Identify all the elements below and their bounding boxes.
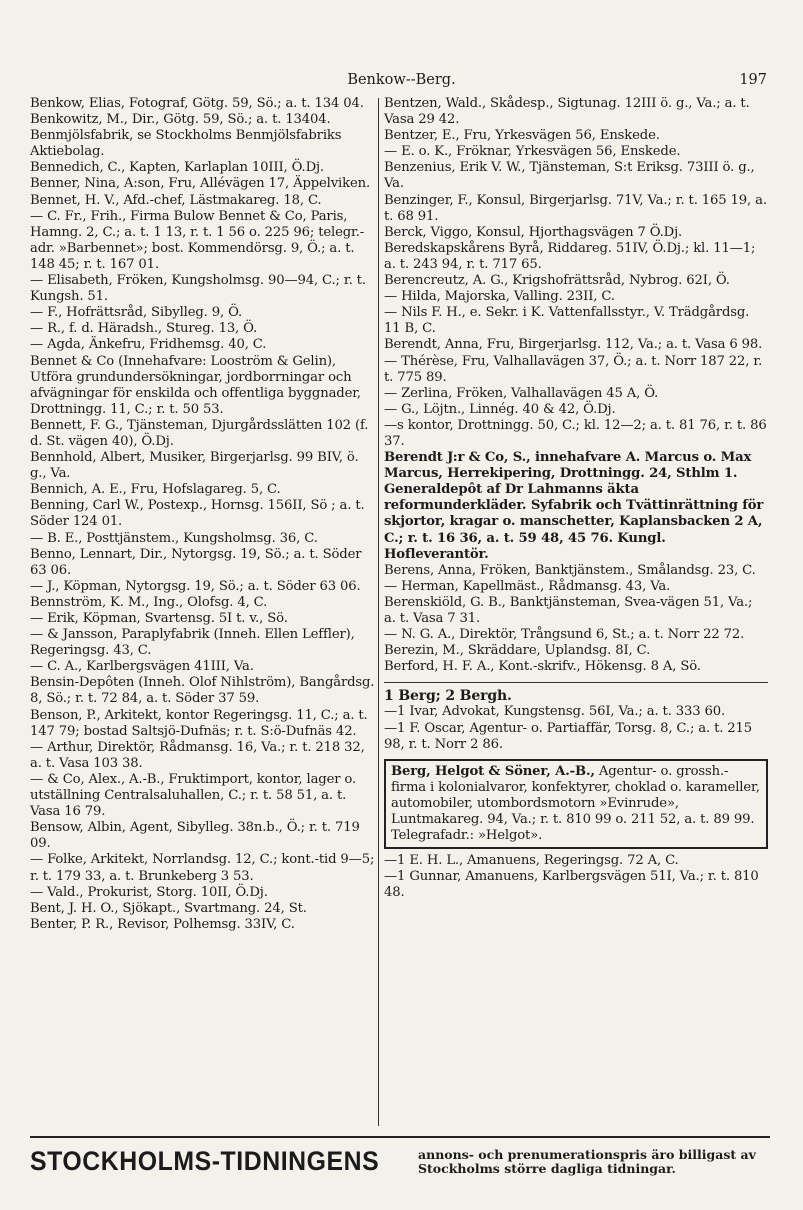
right-entries-bottom-a xyxy=(384,704,768,752)
directory-entry: Bennet, H. V., Afd.-chef, Lästmakareg. 18, C. xyxy=(30,192,322,208)
directory-entry: Benno, Lennart, Dir., Nytorgsg. 19, Sö.; a. t. Söder 63 06. xyxy=(30,546,366,578)
directory-entry: —1 E. H. L., Amanuens, Regeringsg. 72 A, C. xyxy=(384,853,679,869)
directory-entry: — Erik, Köpman, Svartensg. 5I t. v., Sö. xyxy=(30,611,288,626)
directory-entry: — Arthur, Direktör, Rådmansg. 16, Va.; r. t. 218 32, a. t. Vasa 103 38. xyxy=(30,739,369,771)
directory-entry: — Zerlina, Fröken, Valhallavägen 45 A, Ö. xyxy=(384,385,659,401)
directory-entry: Bentzen, Wald., Skådesp., Sigtunag. 12III ö. g., Va.; a. t. Vasa 29 42. xyxy=(384,96,754,128)
directory-entry: — E. o. K., Fröknar, Yrkesvägen 56, Enskede. xyxy=(384,144,681,160)
directory-entry: Benzenius, Erik V. W., Tjänsteman, S:t Eriksg. 73III ö. g., Va. xyxy=(384,160,759,192)
directory-entry: — Agda, Änkefru, Fridhemsg. 40, C. xyxy=(30,337,267,353)
directory-entry: —1 F. Oscar, Agentur- o. Partiaffär, Torsg. 8, C.; a. t. 215 98, r. t. Norr 2 86. xyxy=(384,720,757,752)
directory-entry: Bennhold, Albert, Musiker, Birgerjarlsg. 99 BIV, ö. g., Va. xyxy=(30,450,363,482)
directory-entry: Bensin-Depôten (Inneh. Olof Nihlström), Bangårdsg. 8, Sö.; r. t. 72 84, a. t. Söder 37 59. xyxy=(30,675,379,707)
ad-title: Berg, Helgot & Söner, A.-B., xyxy=(391,763,595,779)
directory-entry: — & Jansson, Paraplyfabrik (Inneh. Ellen Leffler), Regeringsg. 43, C. xyxy=(30,627,359,659)
right-entries-bottom-b xyxy=(384,853,768,901)
directory-entry: — G., Löjtn., Linnég. 40 & 42, Ö.Dj. xyxy=(384,401,616,417)
directory-entry: — & Co, Alex., A.-B., Fruktimport, kontor, lager o. utställning Centralsaluhallen, C.; r. t. 58 51, a. t. Vasa 16 79. xyxy=(30,771,361,820)
directory-entry: Bensow, Albin, Agent, Sibylleg. 38n.b., Ö.; r. t. 719 09. xyxy=(30,820,364,852)
page-header xyxy=(0,72,803,92)
directory-entry: Benner, Nina, A:son, Fru, Allévägen 17, Äppelviken. xyxy=(30,176,371,192)
directory-entry: — B. E., Posttjänstem., Kungsholmsg. 36, C. xyxy=(30,530,318,546)
directory-entry: Bennet & Co (Innehafvare: Looström & Gelin), Utföra grundundersökningar, jordborrningar och afvägningar för enskilda och offentliga byggnader, Drottningg. 11, C.; r. t. 50 53. xyxy=(30,353,366,417)
right-entries-mid xyxy=(384,563,768,676)
column-divider xyxy=(378,98,379,1126)
directory-entry: — F., Hofrättsråd, Sibylleg. 9, Ö. xyxy=(30,305,243,321)
directory-entry: Benter, P. R., Revisor, Polhemsg. 33IV, C. xyxy=(30,916,295,932)
directory-entry: Beredskapskårens Byrå, Riddareg. 51IV, Ö.Dj.; kl. 11—1; a. t. 243 94, r. t. 717 65. xyxy=(384,240,760,272)
directory-entry: Berenskiöld, G. B., Banktjänsteman, Svea-vägen 51, Va.; a. t. Vasa 7 31. xyxy=(384,594,757,626)
directory-entry: Berford, H. F. A., Kont.-skrifv., Hökensg. 8 A, Sö. xyxy=(384,659,701,675)
directory-entry: Benmjölsfabrik, se Stockholms Benmjölsfabriks Aktiebolag. xyxy=(30,128,346,160)
directory-entry: Benson, P., Arkitekt, kontor Regeringsg. 11, C.; a. t. 147 79; bostad Saltsjö-Dufnäs; r. t. S:ö-Dufnäs 42. xyxy=(30,707,372,739)
directory-entry: — Thérèse, Fru, Valhallavägen 37, Ö.; a. t. Norr 187 22, r. t. 775 89. xyxy=(384,353,767,385)
directory-entry: — Elisabeth, Fröken, Kungsholmsg. 90—94, C.; r. t. Kungsh. 51. xyxy=(30,273,370,305)
directory-entry: Benzinger, F., Konsul, Birgerjarlsg. 71V, Va.; r. t. 165 19, a. t. 68 91. xyxy=(384,192,771,224)
newspaper-banner xyxy=(30,1136,770,1186)
directory-entry: — Vald., Prokurist, Storg. 10II, Ö.Dj. xyxy=(30,884,268,900)
directory-entry: — Nils F. H., e. Sekr. i K. Vattenfallsstyr., V. Trädgårdsg. 11 B, C. xyxy=(384,305,754,337)
page-number: 197 xyxy=(739,72,767,88)
right-column xyxy=(384,96,771,902)
directory-entry: — C. Fr., Frih., Firma Bulow Bennet & Co, Paris, Hamng. 2, C.; a. t. 1 13, r. t. 1 56 o. 225 96; telegr.-adr. »Barbennet»; bost. Kommendörsg. 9, Ö.; a. t. 148 45; r. t. 167 01. xyxy=(30,208,365,272)
directory-entry: Berck, Viggo, Konsul, Hjorthagsvägen 7 Ö.Dj. xyxy=(384,224,683,240)
directory-entry: — C. A., Karlbergsvägen 41III, Va. xyxy=(30,659,254,675)
directory-entry: Bennich, A. E., Fru, Hofslagareg. 5, C. xyxy=(30,482,281,498)
entry-berendt-jr-co: Berendt J:r & Co, S., innehafvare A. Marcus o. Max Marcus, Herrekipering, Drottningg. 24, Sthlm 1. Generaldepôt af Dr Lahmanns äkta reformunderkläder. Syfabrik och Tvättinrättning för skjortor, kragar o. manschetter, Kaplansbacken 2 A, C.; r. t. 16 36, a. t. 59 48, 45 76. Kungl. Hofleverantör. xyxy=(384,450,768,562)
directory-entry: Bennedich, C., Kapten, Karlaplan 10III, Ö.Dj. xyxy=(30,160,324,176)
directory-entry: Bennström, K. M., Ing., Olofsg. 4, C. xyxy=(30,594,268,610)
directory-entry: Bent, J. H. O., Sjökapt., Svartmang. 24, St. xyxy=(30,900,307,916)
directory-entry: Berens, Anna, Fröken, Banktjänstem., Smålandsg. 23, C. xyxy=(384,562,756,578)
directory-entry: Benning, Carl W., Postexp., Hornsg. 156II, Sö ; a. t. Söder 124 01. xyxy=(30,498,369,530)
running-title: Benkow--Berg. xyxy=(347,72,456,88)
directory-entry: Berezin, M., Skräddare, Uplandsg. 8I, C. xyxy=(384,643,651,659)
left-column xyxy=(30,96,379,933)
directory-entry: — Herman, Kapellmäst., Rådmansg. 43, Va. xyxy=(384,578,671,594)
directory-entry: —1 Gunnar, Amanuens, Karlbergsvägen 51I, Va.; r. t. 810 48. xyxy=(384,869,763,901)
directory-entry: — Folke, Arkitekt, Norrlandsg. 12, C.; kont.-tid 9—5; r. t. 179 33, a. t. Brunkeberg 3 53. xyxy=(30,852,379,884)
directory-entry: — Hilda, Majorska, Valling. 23II, C. xyxy=(384,289,615,305)
directory-entry: Benkowitz, M., Dir., Götg. 59, Sö.; a. t. 13404. xyxy=(30,112,331,128)
directory-entry: Bennett, F. G., Tjänsteman, Djurgårdsslätten 102 (f. d. St. vägen 40), Ö.Dj. xyxy=(30,417,373,449)
right-entries-top xyxy=(384,96,771,450)
directory-entry: Bentzer, E., Fru, Yrkesvägen 56, Enskede. xyxy=(384,128,660,144)
directory-entry: —s kontor, Drottningg. 50, C.; kl. 12—2; a. t. 81 76, r. t. 86 37. xyxy=(384,417,771,449)
directory-entry: Berendt, Anna, Fru, Birgerjarlsg. 112, Va.; a. t. Vasa 6 98. xyxy=(384,337,763,353)
banner-title: STOCKHOLMS-TIDNINGENS xyxy=(30,1146,380,1176)
section-rule xyxy=(384,682,768,683)
section-heading: 1 Berg; 2 Bergh. xyxy=(384,688,512,705)
banner-tagline: annons- och prenumerationspris äro billigast av Stockholms större dagliga tidningar. xyxy=(418,1147,756,1176)
advertisement-box xyxy=(384,759,768,849)
directory-entry: — J., Köpman, Nytorgsg. 19, Sö.; a. t. Söder 63 06. xyxy=(30,578,361,594)
directory-entry: — N. G. A., Direktör, Trångsund 6, St.; a. t. Norr 22 72. xyxy=(384,627,745,643)
directory-entry: — R., f. d. Häradsh., Stureg. 13, Ö. xyxy=(30,321,258,337)
directory-entry: Berencreutz, A. G., Krigshofrättsråd, Nybrog. 62I, Ö. xyxy=(384,273,730,289)
directory-entry: —1 Ivar, Advokat, Kungstensg. 56I, Va.; a. t. 333 60. xyxy=(384,704,726,720)
ad-text: Agentur- o. grossh.-firma i kolonialvaror, konfektyrer, choklad o. karameller, automobiler, utombordsmotorn »Evinrude», Luntmakareg. 94, Va.; r. t. 810 99 o. 211 52, a. t. 89 99. Telegrafadr.: »Helgot». xyxy=(391,763,760,844)
directory-entry: Benkow, Elias, Fotograf, Götg. 59, Sö.; a. t. 134 04. xyxy=(30,96,364,111)
